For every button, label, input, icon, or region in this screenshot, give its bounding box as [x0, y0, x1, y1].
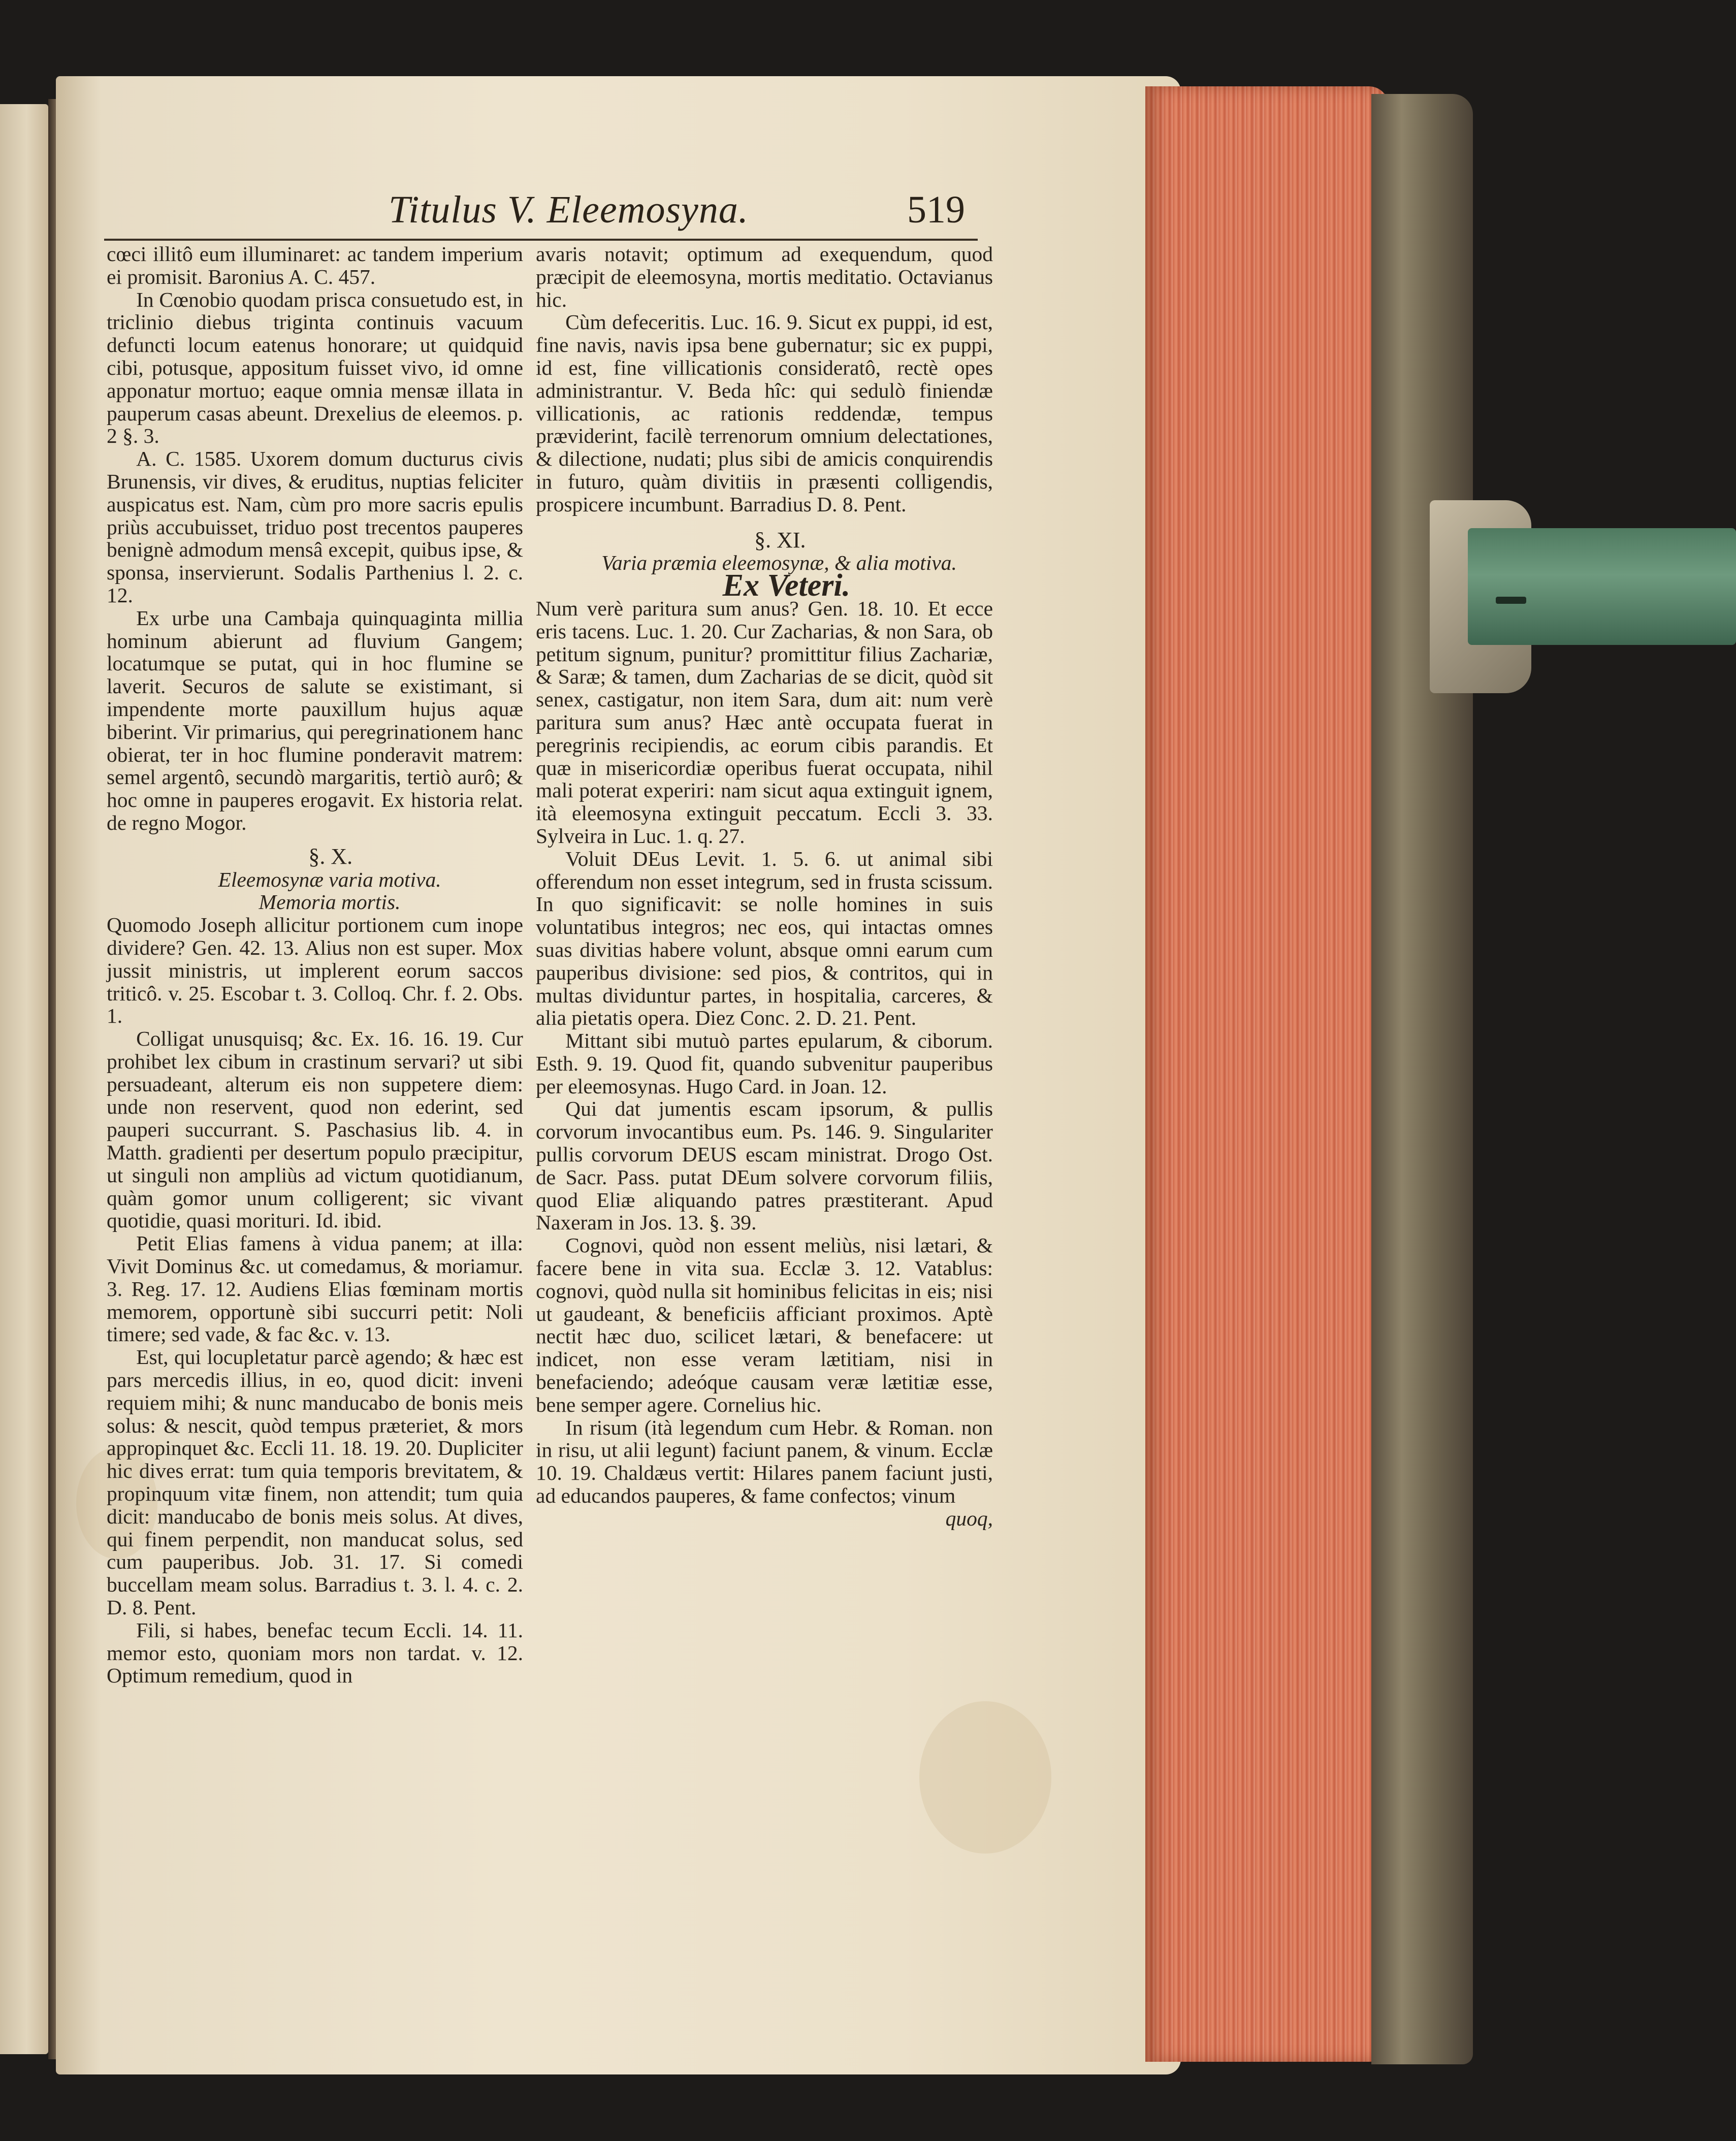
paragraph: cœci illitô eum illuminaret: ac tandem imperium ei promisit. Baronius A. C. 457.	[107, 242, 523, 288]
paragraph: Quomodo Joseph allicitur portionem cum inope dividere? Gen. 42. 13. Alius non est super. Mox jussit ministris, ut implerent eorum saccos triticô. v. 25. Escobar t. 3. Colloq. Chr. f. 2. Obs. 1.	[107, 913, 523, 1028]
facing-page-edge	[0, 104, 48, 2054]
section-title: Varia præmia eleemosynæ, & alia motiva.	[601, 551, 957, 575]
paragraph: Colligat unusquisq; &c. Ex. 16. 16. 19. Cur prohibet lex cibum in crastinum servari? ut sibi persuadeant, alterum eis non suppetere diem: unde non reservent, quod non ederint, sed pauperi succurrant. S. Paschasius lib. 4. in Matth. gradienti per desertum populo præcipitur, ut singuli non ampliùs ad victum quotidianum, quàm gomor unum colligerent; sic vivant quotidie, quasi morituri. Id. ibid.	[107, 1027, 523, 1232]
clasp-slot	[1496, 597, 1526, 604]
paragraph: Num verè paritura sum anus? Gen. 18. 10. Et ecce eris tacens. Luc. 1. 20. Cur Zacharias, & non Sara, ob petitum signum, punitur? promittitur filius Zachariæ, & Saræ; & tamen, dum Zacharias de se dicit, quòd sit senex, castigatur, non item Sara, dum ait: num verè paritura sum anus? Hæc antè occupata fuerat in peregrinis recipiendis, ac eorum cibis parandis. Et quæ in misericordiæ operibus fuerat occupata, nihil mali poterat experiri: nam sicut aqua extinguit ignem, ità eleemosyna extinguit peccatum. Eccli 3. 33. Sylveira in Luc. 1. q. 27.	[536, 596, 993, 848]
brass-clasp	[1468, 528, 1736, 645]
paragraph: Est, qui locupletatur parcè agendo; & hæc est pars mercedis illius, in eo, quod dicit: inveni requiem mihi; & nunc manducabo de bonis meis solus: & nescit, quòd tempus præteriet, & mors appropinquet &c. Eccli 11. 18. 19. 20. Dupliciter hic dives errat: tum quia temporis brevitatem, & propinquum vitæ finem, non attendit; tum quia dicit: manducabo de bonis meis solus. At dives, qui finem perpendit, non manducat solus, sed cum pauperibus. Job. 31. 17. Si comedi buccellam meam solus. Barradius t. 3. l. 4. c. 2. D. 8. Pent.	[107, 1345, 523, 1619]
paragraph: In Cœnobio quodam prisca consuetudo est, in triclinio diebus triginta continuis vacuum defuncti locum eatenus honorare; ut quidquid cibi, potusque, appositum fuisset vivo, id omne apponatur mortuo; eaque omnia mensæ illata in pauperum casas abeunt. Drexelius de eleemos. p. 2 §. 3.	[107, 287, 523, 448]
paragraph: avaris notavit; optimum ad exequendum, quod præcipit de eleemosyna, mortis meditatio. Octavianus hic.	[536, 242, 993, 311]
subsection-title: Memoria mortis.	[259, 890, 401, 914]
left-column	[107, 243, 523, 1687]
paragraph: Ex urbe una Cambaja quinquaginta millia hominum abierunt ad fluvium Gangem; locatumque se putat, qui in hoc flumine se laverit. Securos de salute se existimant, si impendente morte pauxillum hujus aquæ biberint. Vir primarius, qui peregrinationem hanc obierat, ter in hoc flumine ponderavit matrem: semel argentô, secundò margaritis, tertiò aurô; & hoc omne in pauperes erogavit. Ex historia relat. de regno Mogor.	[107, 606, 523, 834]
book-cover-board	[1371, 94, 1473, 2064]
paragraph: Cognovi, quòd non essent meliùs, nisi lætari, & facere bene in vita sua. Ecclæ 3. 12. Vatablus: cognovi, quòd nulla sit hominibus felicitas in eis; nisi ut gaudeant, & beneficiis afficiant proximos. Aptè nectit hæc duo, scilicet lætari, & benefacere: ut indicet, non esse veram lætitiam, nisi in benefaciendo; adeóque causam veræ lætitiæ esse, bene semper agere. Cornelius hic.	[536, 1234, 993, 1416]
section-number: §. X.	[308, 844, 353, 869]
paragraph: Qui dat jumentis escam ipsorum, & pullis corvorum invocantibus eum. Ps. 146. 9. Singulariter pullis corvorum DEUS escam ministrat. Drogo Ost. de Sacr. Pass. putat DEum solvere corvorum filiis, quod Eliæ aliquando patres præstiterant. Apud Naxeram in Jos. 13. §. 39.	[536, 1097, 993, 1235]
section-title: Eleemosynæ varia motiva.	[218, 867, 441, 891]
page-header	[356, 188, 965, 244]
red-fore-edge	[1145, 86, 1389, 2062]
section-number: §. XI.	[754, 527, 806, 553]
page-stain	[919, 1701, 1051, 1854]
header-rule	[104, 239, 978, 241]
paragraph: Mittant sibi mutuò partes epularum, & ciborum. Esth. 9. 19. Quod fit, quando subvenitur pauperibus per eleemosynas. Hugo Card. in Joan. 12.	[536, 1029, 993, 1098]
paragraph: Petit Elias famens à vidua panem; at illa: Vivit Dominus &c. ut comedamus, & moriamur. 3. Reg. 17. 12. Audiens Elias fœminam mortis memorem, opportunè sibi succurri petit: Noli timere; sed vade, & fac &c. v. 13.	[107, 1231, 523, 1346]
catchword: quoq,	[945, 1506, 993, 1530]
running-title: Titulus V. Eleemosyna.	[389, 188, 749, 231]
paragraph: Fili, si habes, benefac tecum Eccli. 14. 11. memor esto, quoniam mors non tardat. v. 12. Optimum remedium, quod in	[107, 1618, 523, 1688]
paragraph: A. C. 1585. Uxorem domum ducturus civis Brunensis, vir dives, & eruditus, nuptias feliciter auspicatus est. Nam, cùm pro more sacris epulis priùs accubuisset, triduo post trecentos pauperes benignè admodum mensâ excepit, quibus ipse, & sponsa, inservierunt. Sodalis Parthenius l. 2. c. 12.	[107, 447, 523, 607]
page-number: 519	[907, 188, 965, 231]
paragraph: Cùm defeceritis. Luc. 16. 9. Sicut ex puppi, id est, fine navis, navis ipsa bene gubernatur; sic ex puppi, id est, fine villicationis consideratô, rectè opes administrantur. V. Beda hîc: qui sedulò finiendæ villicationis, ac rationis reddendæ, tempus præviderint, facilè terrenorum omnium delectationes, & dilectione, nudati; plus sibi de amicis conquirendis in futuro, quàm divitiis in præsenti colligendis, prospicere incumbunt. Barradius D. 8. Pent.	[536, 310, 993, 516]
paragraph: Voluit DEus Levit. 1. 5. 6. ut animal sibi offerendum non esset integrum, sed in frusta scissum. In quo significavit: se nolle homines in suis voluntatibus integros; nec eos, qui intactas omnes suas divitias habere volunt, absque omni earum cum pauperibus divisione: sed pios, & contritos, qui in multas dividuntur partes, in hospitalia, carceres, & alia pietatis opera. Diez Conc. 2. D. 21. Pent.	[536, 847, 993, 1030]
big-heading: Ex Veteri.	[722, 568, 851, 603]
right-column	[536, 243, 993, 1530]
paragraph: In risum (ità legendum cum Hebr. & Roman. non in risu, ut alii legunt) faciunt panem, & vinum. Ecclæ 10. 19. Chaldæus vertit: Hilares panem faciunt justi, ad educandos pauperes, & fame confectos; vinum	[536, 1415, 993, 1508]
